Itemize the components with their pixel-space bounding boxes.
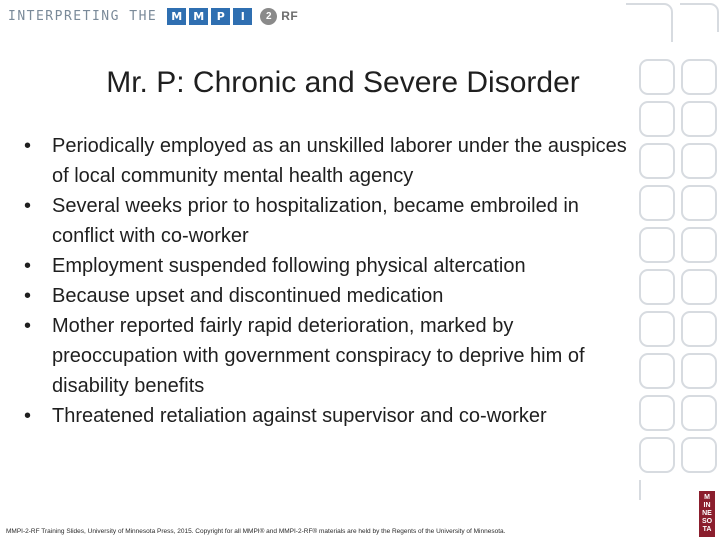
header-letter-i: I xyxy=(233,8,252,25)
header-prefix: INTERPRETING THE xyxy=(8,8,158,24)
logo-line: IN xyxy=(703,502,711,509)
deck-header xyxy=(8,6,298,26)
logo-line: M xyxy=(704,494,710,501)
header-letter-m2: M xyxy=(189,8,208,25)
bullet-item: • Employment suspended following physical altercation xyxy=(24,251,634,281)
bullet-item: • Mother reported fairly rapid deterioration, marked by preoccupation with government conspiracy to deprive him of disability benefits xyxy=(24,311,634,401)
minnesota-logo xyxy=(699,491,715,537)
bullet-item: • Because upset and discontinued medication xyxy=(24,281,634,311)
bullet-list xyxy=(24,131,634,431)
bullet-item: • Threatened retaliation against supervisor and co-worker xyxy=(24,401,634,431)
slide-title: Mr. P: Chronic and Severe Disorder xyxy=(106,66,580,99)
header-circle-number: 2 xyxy=(260,8,277,25)
bullet-item: • Periodically employed as an unskilled laborer under the auspices of local community mental health agency xyxy=(24,131,634,191)
header-letter-p: P xyxy=(211,8,230,25)
copyright-footer: MMPI-2-RF Training Slides, University of Minnesota Press, 2015. Copyright for all MMPI® and MMPI-2-RF® materials are held by the Regents of the University of Minnesota. xyxy=(6,528,506,535)
logo-line: SO xyxy=(701,518,713,525)
logo-line: NE xyxy=(702,510,712,517)
header-letter-m1: M xyxy=(167,8,186,25)
logo-line: TA xyxy=(702,526,712,533)
bullet-item: • Several weeks prior to hospitalization, became embroiled in conflict with co-worker xyxy=(24,191,634,251)
header-suffix: RF xyxy=(281,9,299,23)
